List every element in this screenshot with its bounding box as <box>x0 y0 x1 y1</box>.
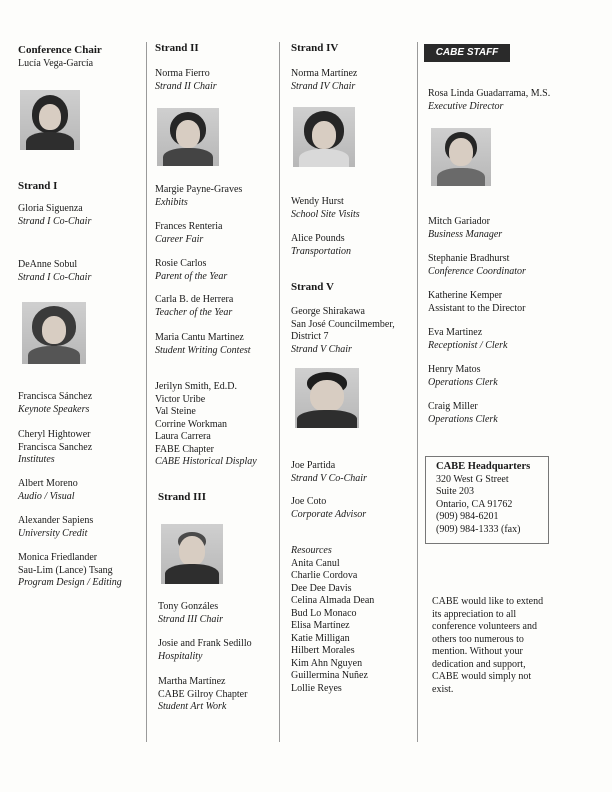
strand-5-chair-photo <box>295 368 359 428</box>
strand-1-entry: Monica Friedlander Sau-Lim (Lance) Tsang Program Design / Editing <box>18 552 122 588</box>
headquarters-box <box>425 456 549 544</box>
staff-entry: Katherine Kemper Assistant to the Director <box>428 290 526 314</box>
resource-name: Guillermina Nuñez <box>291 670 368 681</box>
strand-2-entry: Jerilyn Smith, Ed.D. Victor Uribe Val Steine Corrine Workman Laura Carrera FABE Chapter CABE Historical Display <box>155 381 257 467</box>
headquarters-phone: (909) 984-6201 <box>436 511 499 522</box>
staff-entry: Stephanie Bradhurst Conference Coordinator <box>428 253 526 277</box>
cabe-staff-badge: CABE STAFF <box>424 44 510 62</box>
resource-name: Celina Almada Dean <box>291 595 375 606</box>
strand-3-entry: Josie and Frank Sedillo Hospitality <box>158 638 252 662</box>
resource-name: Elisa Martínez <box>291 620 350 631</box>
resource-name: Dee Dee Davis <box>291 582 352 594</box>
column-divider <box>279 42 280 742</box>
strand-3-heading: Strand III <box>158 491 206 503</box>
strand-4-chair-photo <box>293 107 355 167</box>
conference-chair-heading: Conference Chair <box>18 44 102 56</box>
strand-1-entry: Albert Moreno Audio / Visual <box>18 478 78 502</box>
staff-entry: Rosa Linda Guadarrama, M.S. Executive Director <box>428 88 551 112</box>
strand-2-entry: Frances Renteria Career Fair <box>155 221 223 245</box>
strand-3-entry: Martha Martínez CABE Gilroy Chapter Student Art Work <box>158 676 248 712</box>
headquarters-city: Ontario, CA 91762 <box>436 498 513 510</box>
strand-2-heading: Strand II <box>155 42 199 54</box>
strand-1-cochair-photo <box>22 302 86 364</box>
conference-chair-photo <box>20 90 80 150</box>
appreciation-note: CABE would like to extend its appreciation to all conference volunteers and others too numerous to mention. Without your dedication and support, CABE would simply not exist. <box>432 596 544 695</box>
strand-1-entry: Gloria Siguenza Strand I Co-Chair <box>18 203 92 227</box>
staff-entry: Mitch Gariador Business Manager <box>428 216 503 240</box>
strand-2-entry: Margie Payne-Graves Exhibits <box>155 184 243 208</box>
headquarters-fax: (909) 984-1333 (fax) <box>436 523 521 535</box>
resource-name: Lollie Reyes <box>291 682 342 694</box>
strand-3-chair-photo <box>161 524 223 584</box>
strand-5-entry: George Shirakawa San José Councilmember, District 7 Strand V Chair <box>291 306 395 355</box>
strand-1-heading: Strand I <box>18 180 58 192</box>
column-divider <box>146 42 147 742</box>
staff-entry: Craig Miller Operations Clerk <box>428 401 498 425</box>
strand-5-heading: Strand V <box>291 281 334 293</box>
strand-1-entry: Francisca Sánchez Keynote Speakers <box>18 391 93 415</box>
strand-5-entry: Joe Coto Corporate Advisor <box>291 496 367 520</box>
resource-name: Anita Canul <box>291 557 340 569</box>
strand-4-entry: Alice Pounds Transportation <box>291 233 352 257</box>
strand-1-entry: DeAnne Sobul Strand I Co-Chair <box>18 259 92 283</box>
resource-name: Kim Ahn Nguyen <box>291 657 363 669</box>
resources-list: Resources Anita Canul Charlie Cordova Dee Dee Davis Celina Almada Dean Bud Lo Monaco Elisa Martínez Katie Milligan Hilbert Morales Kim Ahn Nguyen Guillermina Nuñez Lollie Reyes <box>291 545 375 694</box>
strand-1-entry: Alexander Sapiens University Credit <box>18 515 94 539</box>
strand-4-entry: Wendy Hurst School Site Visits <box>291 196 360 220</box>
executive-director-photo <box>431 128 491 186</box>
strand-2-entry: Carla B. de Herrera Teacher of the Year <box>155 294 234 318</box>
resource-name: Hilbert Morales <box>291 645 355 656</box>
resource-name: Charlie Cordova <box>291 570 358 581</box>
headquarters-suite: Suite 203 <box>436 486 475 497</box>
headquarters-street: 320 West G Street <box>436 473 509 485</box>
column-divider <box>417 42 418 742</box>
resource-name: Bud Lo Monaco <box>291 607 357 619</box>
strand-4-heading: Strand IV <box>291 42 339 54</box>
strand-3-entry: Tony Gonzáles Strand III Chair <box>158 601 223 625</box>
strand-5-entry: Joe Partida Strand V Co-Chair <box>291 460 367 484</box>
strand-2-chair-photo <box>157 108 219 166</box>
staff-entry: Henry Matos Operations Clerk <box>428 364 498 388</box>
staff-entry: Eva Martinez Receptionist / Clerk <box>428 327 508 351</box>
strand-1-entry: Cheryl Hightower Francisca Sanchez Institutes <box>18 429 93 465</box>
strand-2-entry: Maria Cantu Martinez Student Writing Contest <box>155 332 251 356</box>
strand-4-entry: Norma Martínez Strand IV Chair <box>291 68 358 92</box>
strand-2-entry: Rosie Carlos Parent of the Year <box>155 258 228 282</box>
resource-name: Katie Milligan <box>291 632 350 644</box>
headquarters-title: CABE Headquarters <box>436 461 531 472</box>
conference-chair-name: Lucía Vega-García <box>18 58 94 69</box>
strand-2-entry: Norma Fierro Strand II Chair <box>155 68 217 92</box>
